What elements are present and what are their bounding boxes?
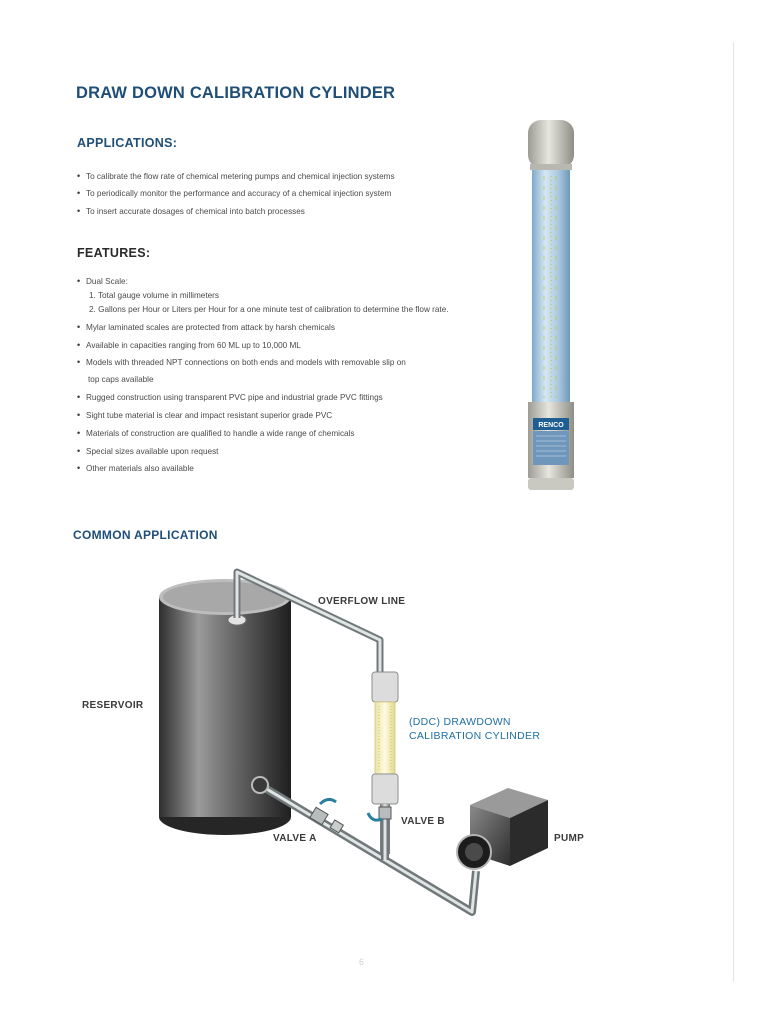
list-item: • Materials of construction are qualified to handle a wide range of chemicals — [77, 428, 355, 438]
list-item: • Models with threaded NPT connections on both ends and models with removable slip on — [77, 357, 406, 367]
list-item: • Special sizes available upon request — [77, 446, 219, 456]
ddc-top-cap — [372, 672, 398, 702]
reservoir-label: RESERVOIR — [82, 700, 144, 711]
product-logo-text: RENCO — [538, 422, 564, 429]
common-application-heading: COMMON APPLICATION — [73, 528, 218, 542]
application-diagram — [70, 560, 630, 940]
list-item: 2. Gallons per Hour or Liters per Hour for a one minute test of calibration to determine the flow rate. — [89, 305, 449, 314]
features-heading: FEATURES: — [77, 246, 151, 260]
page-title: DRAW DOWN CALIBRATION CYLINDER — [76, 84, 396, 102]
applications-heading: APPLICATIONS: — [77, 136, 178, 150]
list-item: • To insert accurate dosages of chemical into batch processes — [77, 206, 305, 216]
valve-a-handle-icon — [320, 799, 336, 804]
overflow-line-label: OVERFLOW LINE — [318, 596, 406, 607]
list-item: • Available in capacities ranging from 60 ML up to 10,000 ML — [77, 340, 301, 350]
list-item: • Sight tube material is clear and impact resistant superior grade PVC — [77, 410, 333, 420]
diagram-drawing — [70, 560, 630, 940]
top-cap-icon — [528, 120, 574, 168]
ddc-label: (DDC) DRAWDOWN CALIBRATION CYLINDER — [409, 716, 541, 742]
ddc-bottom-cap — [372, 774, 398, 804]
valve-b-label: VALVE B — [401, 816, 445, 827]
list-item: 1. Total gauge volume in millimeters — [89, 291, 219, 300]
pump-label: PUMP — [554, 833, 585, 844]
list-item: • Dual Scale: — [77, 276, 128, 286]
ddc-tube — [375, 702, 395, 774]
list-item: • Mylar laminated scales are protected from attack by harsh chemicals — [77, 322, 335, 332]
reservoir-tank — [159, 597, 291, 817]
valve-a-label: VALVE A — [273, 833, 317, 844]
page-number: 6 — [359, 957, 365, 967]
list-item: • To calibrate the flow rate of chemical metering pumps and chemical injection systems — [77, 171, 395, 181]
valve-b — [379, 807, 391, 819]
list-item: • Rugged construction using transparent PVC pipe and industrial grade PVC fittings — [77, 392, 383, 402]
calibration-cylinder-photo — [520, 118, 582, 494]
list-item: • Other materials also available — [77, 463, 194, 473]
list-item: • To periodically monitor the performance and accuracy of a chemical injection system — [77, 188, 392, 198]
list-item: top caps available — [88, 375, 154, 384]
page-right-rule — [733, 42, 734, 982]
